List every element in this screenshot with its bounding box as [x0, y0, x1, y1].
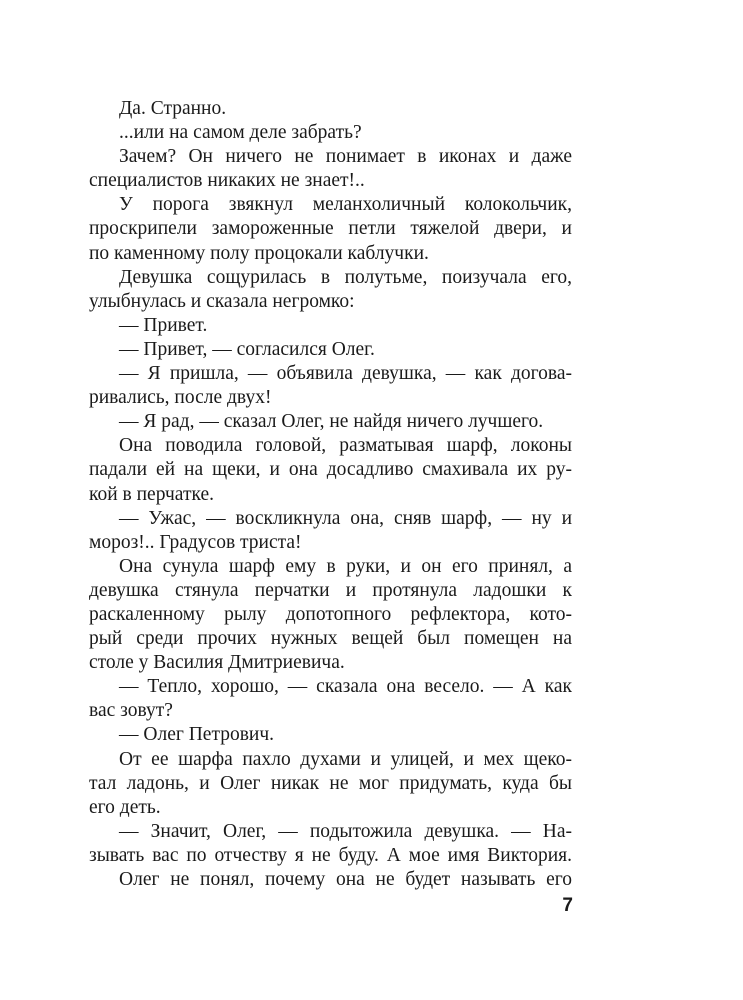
text-line: — Привет. — [119, 314, 208, 336]
text-line: мороз!.. Градусов триста! — [89, 531, 302, 553]
text-line: — Я рад, — сказал Олег, не найдя ничего лучшего. — [119, 411, 544, 433]
text-line: столе у Василия Дмитриевича. — [89, 652, 345, 674]
text-line: — Я пришла, — объявила девушка, — как догова- — [119, 363, 572, 385]
text-line: раскаленному рылу допотопного рефлектора, кото- — [89, 603, 572, 625]
text-line: ривались, после двух! — [89, 387, 272, 409]
text-line: Она поводила головой, разматывая шарф, локоны — [119, 435, 572, 457]
text-line: кой в перчатке. — [89, 483, 214, 505]
text-line: — Тепло, хорошо, — сказала она весело. — А как — [119, 676, 572, 698]
text-line: тал ладонь, и Олег никак не мог придумать, куда бы — [89, 772, 572, 794]
text-line: От ее шарфа пахло духами и улицей, и мех щеко- — [119, 748, 572, 770]
text-line: Олег не понял, почему она не будет называть его — [119, 869, 572, 890]
text-line: его деть. — [89, 796, 161, 818]
text-line: падали ей на щеки, и она досадливо смахивала их ру- — [89, 459, 572, 481]
text-line: специалистов никаких не знает!.. — [89, 170, 365, 192]
text-line: Да. Странно. — [119, 98, 227, 119]
text-line: — Значит, Олег, — подытожила девушка. — На- — [119, 820, 572, 842]
text-line: — Привет, — согласился Олег. — [119, 338, 375, 360]
text-line: Девушка сощурилась в полутьме, поизучала его, — [119, 266, 572, 288]
text-line: по каменному полу процокали каблучки. — [89, 242, 429, 264]
body-text — [89, 97, 572, 892]
page-number: 7 — [562, 895, 573, 916]
text-line: улыбнулась и сказала негромко: — [89, 290, 355, 312]
text-line: проскрипели замороженные петли тяжелой двери, и — [89, 218, 572, 240]
text-line: У порога звякнул меланхоличный колокольчик, — [119, 194, 572, 216]
text-line: рый среди прочих нужных вещей был помещен на — [89, 628, 572, 650]
text-line: зывать вас по отчеству я не буду. А мое имя Виктория. — [89, 844, 572, 866]
text-line: Она сунула шарф ему в руки, и он его принял, а — [119, 555, 572, 577]
text-line: — Ужас, — воскликнула она, сняв шарф, — ну и — [119, 507, 572, 529]
text-line: девушка стянула перчатки и протянула ладошки к — [89, 579, 572, 601]
text-line: Зачем? Он ничего не понимает в иконах и даже — [119, 146, 572, 168]
text-line: ...или на самом деле забрать? — [119, 122, 362, 144]
text-line: вас зовут? — [89, 700, 173, 722]
text-line: — Олег Петрович. — [119, 724, 275, 746]
